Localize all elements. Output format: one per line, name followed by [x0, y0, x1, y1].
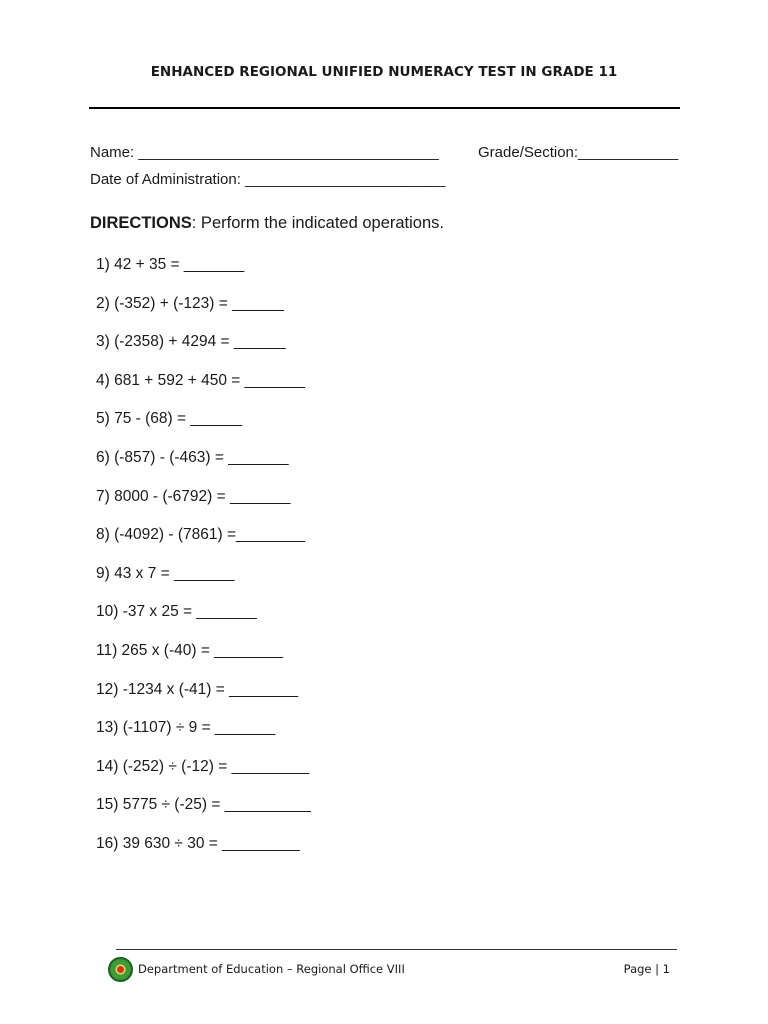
document-title: ENHANCED REGIONAL UNIFIED NUMERACY TEST IN GRADE 11: [150, 64, 618, 80]
page-footer: [108, 956, 670, 984]
directions-text: : Perform the indicated operations.: [191, 214, 444, 232]
problem-item: 4) 681 + 592 + 450 = _______: [96, 371, 306, 389]
name-field[interactable]: Name: ____________________________________: [90, 144, 439, 161]
problem-item: 12) -1234 x (-41) = ________: [96, 680, 299, 698]
problem-item: 5) 75 - (68) = ______: [96, 410, 243, 428]
problem-item: 1) 42 + 35 = _______: [96, 256, 245, 273]
problem-item: 6) (-857) - (-463) = _______: [96, 448, 289, 466]
footer-divider: [116, 949, 677, 950]
footer-organization: Department of Education – Regional Office VIII: [138, 962, 405, 976]
deped-seal-icon: [108, 957, 133, 982]
problem-item: 16) 39 630 ÷ 30 = _________: [96, 834, 300, 852]
problem-list: [96, 254, 311, 872]
problem-item: 10) -37 x 25 = _______: [96, 603, 257, 621]
problem-item: 14) (-252) ÷ (-12) = _________: [96, 757, 310, 775]
problem-item: 9) 43 x 7 = _______: [96, 564, 235, 582]
problem-item: 15) 5775 ÷ (-25) = __________: [96, 796, 311, 814]
problem-item: 7) 8000 - (-6792) = _______: [96, 487, 291, 505]
problem-item: 8) (-4092) - (7861) =________: [96, 526, 305, 544]
problem-item: 11) 265 x (-40) = ________: [96, 641, 284, 659]
problem-item: 3) (-2358) + 4294 = ______: [96, 333, 286, 351]
problem-item: 2) (-352) + (-123) = ______: [96, 294, 284, 312]
grade-section-field[interactable]: Grade/Section:____________: [478, 144, 679, 161]
directions: [90, 214, 444, 233]
directions-label: DIRECTIONS: [90, 214, 192, 232]
title-divider: [89, 107, 680, 109]
problem-item: 13) (-1107) ÷ 9 = _______: [96, 719, 276, 737]
page-number: Page | 1: [623, 962, 670, 976]
date-of-administration-field[interactable]: Date of Administration: ________________________: [90, 171, 446, 188]
